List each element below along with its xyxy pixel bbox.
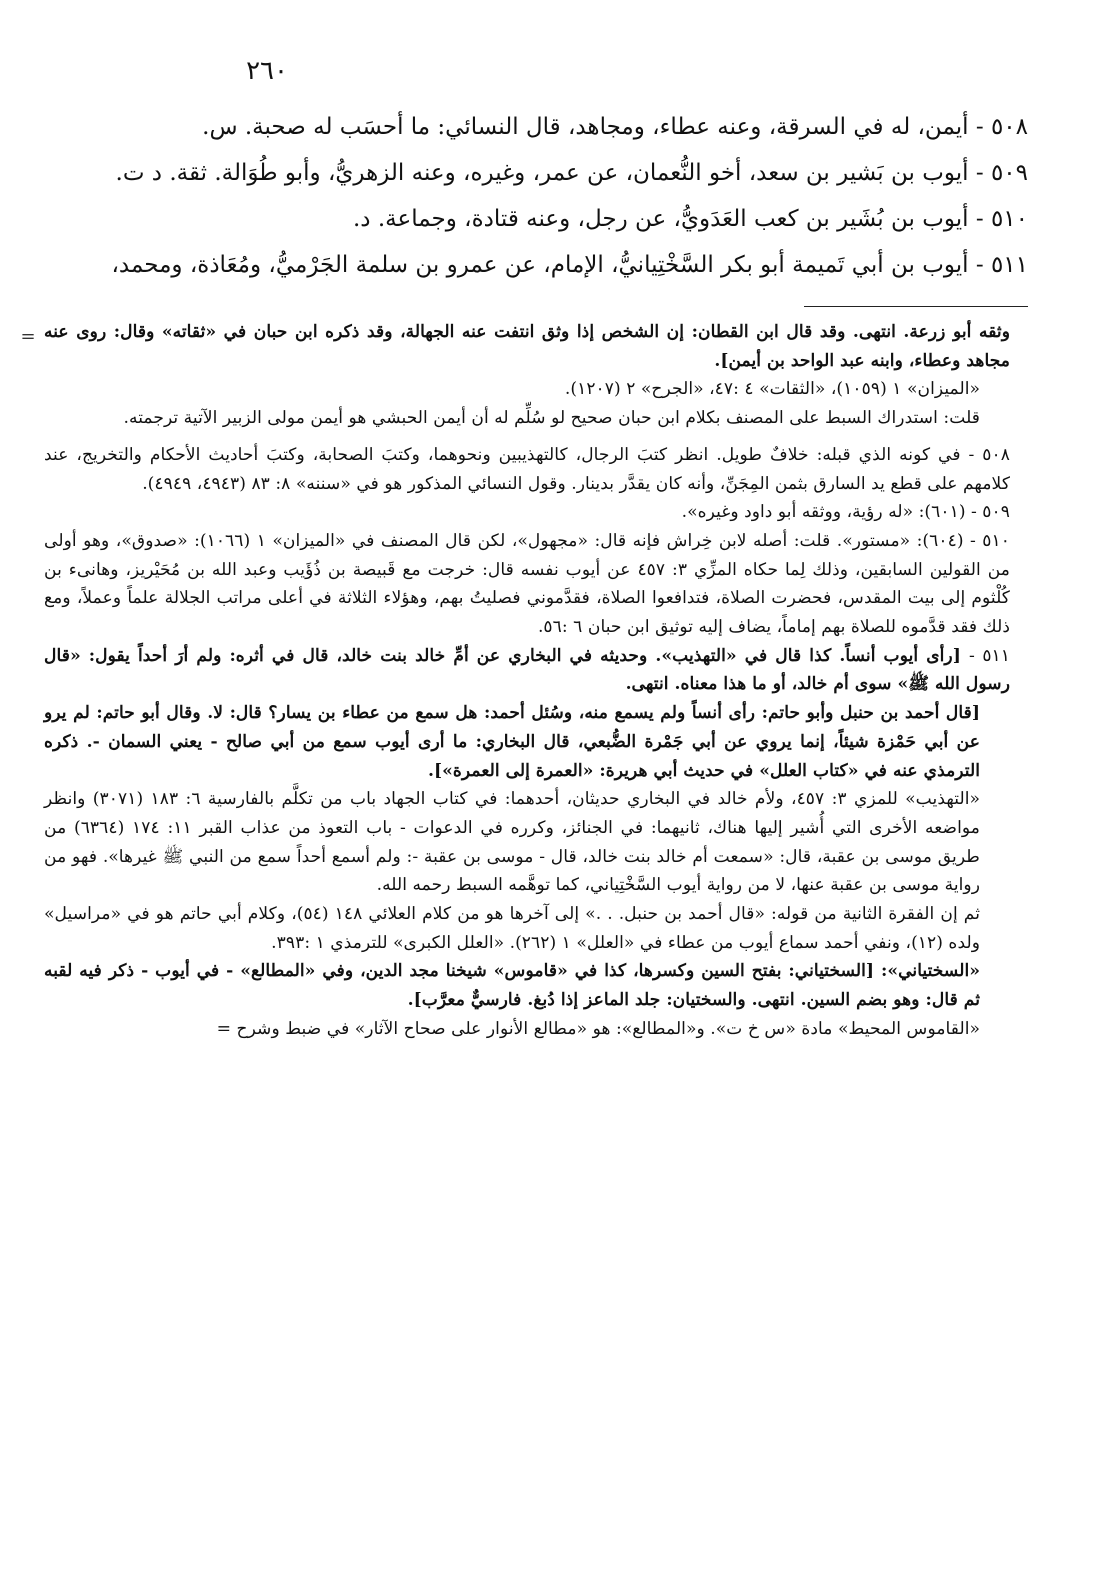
note-508-number: ٥٠٨ - (968, 444, 1010, 465)
footnotes (44, 318, 1010, 1044)
note-511-bold-paragraph-2: «السختياني»: [السختياني: بفتح السين وكسرها، كذا في «قاموس» شيخنا مجد الدين، وفي «المطالع» - في أيوب - ذكر فيه لقبه ثم قال: وهو بضم السين. انتهى. والسختيان: جلد الماعز إذا دُبغ. فارسيٌّ معرَّب]. (44, 961, 980, 1011)
note-508-text: في كونه الذي قبله: خلافٌ طويل. انظر كتبَ الرجال، كالتهذيبين ونحوهما، وكتبَ الصحابة، وكتبَ أحاديث الأحكام والتخريج، عند كلامهم على قطع يد السارق بثمن المِجَنِّ، وأنه كان يقدَّر بدينار. وقول النسائي المذكور هو في «سننه» ٨: ٨٣ (٤٩٤٣، ٤٩٤٩). (44, 444, 1010, 494)
note-508 (44, 441, 1010, 498)
note-507-bold: وثقه أبو زرعة. انتهى. وقد قال ابن القطان: إن الشخص إذا وثق انتفت عنه الجهالة، وقد ذكره ابن حبان في «ثقاته» وقال: روى عنه مجاهد وعطاء، وابنه عبد الواحد بن أيمن]. (44, 322, 1010, 371)
note-509-number: ٥٠٩ - (971, 502, 1010, 523)
entry-508: ٥٠٨ - أيمن، له في السرقة، وعنه عطاء، ومجاهد، قال النسائي: ما أحسَب له صحبة. س. (202, 114, 1028, 140)
note-507-comment: قلت: استدراك السبط على المصنف بكلام ابن حبان صحيح لو سُلِّم له أن أيمن الحبشي هو أيمن مولى الزبير الآتية ترجمته. (123, 408, 980, 429)
note-509-text: (٦٠١): «له رؤية، ووثقه أبو داود وغيره». (681, 502, 966, 523)
note-511 (44, 642, 1010, 699)
page-number: ٢٦٠ (246, 56, 288, 86)
note-511-paragraph-1: «التهذيب» للمزي ٣: ٤٥٧، ولأم خالد في البخاري حديثان، أحدهما: في كتاب الجهاد باب من تكلَّم بالفارسية ٦: ١٨٣ (٣٠٧١) وانظر مواضعه الأخرى التي أُشير إليها هناك، ثانيهما: في الجنائز، وكرره في الدعوات - باب التعوذ من عذاب القبر ١١: ١٧٤ (٦٣٦٤) من طريق موسى بن عقبة، قال: «سمعت أم خالد بنت خالد، قال - موسى بن عقبة -: ولم أسمع أحداً سمع من النبي ﷺ غيرها». فهو من رواية موسى بن عقبة عنها، لا من رواية أيوب السَّخْتِياني، كما توهَّمه السبط رحمه الله. (44, 789, 980, 896)
footnote-separator (804, 306, 1028, 307)
note-511-paragraph-2: ثم إن الفقرة الثانية من قوله: «قال أحمد بن حنبل. . .» إلى آخرها هو من كلام العلائي ١٤٨ (٥٤)، وكلام أبي حاتم هو في «مراسيل» ولده (١٢)، ونفي أحمد سماع أيوب من عطاء في «العلل» ١ (٢٦٢). «العلل الكبرى» للترمذي ١ :٣٩٣. (44, 904, 981, 953)
note-511-number: ٥١١ - (968, 645, 1011, 666)
note-510 (44, 527, 1010, 642)
note-510-number: ٥١٠ - (970, 530, 1010, 551)
note-511-last-text: «القاموس المحيط» مادة «س خ ت». و«المطالع»: هو «مطالع الأنوار على صحاح الآثار» في ضبط وشرح (236, 1018, 980, 1039)
note-509 (44, 498, 1010, 527)
entry-510: ٥١٠ - أيوب بن بُشَير بن كعب العَدَويُّ، عن رجل، وعنه قتادة، وجماعة. د. (352, 206, 1028, 232)
note-511-last-line (44, 1015, 1010, 1044)
entry-511: ٥١١ - أيوب بن أبي تَميمة أبو بكر السَّخْتِيانيُّ، الإمام، عن عمرو بن سلمة الجَرْميُّ، ومُعَاذة، ومحمد، (111, 252, 1028, 278)
note-510-text: (٦٠٤): «مستور». قلت: أصله لابن خِراش فإنه قال: «مجهول»، لكن قال المصنف في «الميزان» ١ (١٠٦٦): «صدوق»، وهو أولى من القولين السابقين، وذلك لِما حكاه المزِّي ٣: ٤٥٧ عن أيوب نفسه قال: خرجت مع قَبيصة بن ذُؤَيب وعبد الله بن مُحَيْريز، وهانىء بن كُلْثوم إلى بيت المقدس، فحضرت الصلاة، فتدافعوا الصلاة، فقدَّموني فصليتُ بهم، وهؤلاء الثلاثة في أعلى مراتب الجلالة علماً وعملاً، ومع ذلك فقد قدَّموه للصلاة بهم إماماً، يضاف إليه توثيق ابن حبان ٦ :٥٦. (44, 530, 1010, 638)
main-entries (60, 104, 1028, 288)
entry-509: ٥٠٩ - أيوب بن بَشير بن سعد، أخو النُّعمان، عن عمر، وغيره، وعنه الزهريُّ، وأبو طُوَالة. ثقة. د ت. (115, 160, 1028, 186)
note-511-bold-paragraph: [قال أحمد بن حنبل وأبو حاتم: رأى أنساً ولم يسمع منه، وسُئل أحمد: هل سمع من عطاء بن يسار؟ قال: لا. وقال أبو حاتم: لم يرو عن أبي حَمْزة شيئاً، إنما يروي عن أبي جَمْرة الضُّبعي، قال البخاري: ما أرى أيوب سمع من أبي صالح - يعني السمان -. ذكره الترمذي عنه في «كتاب العلل» في حديث أبي هريرة: «العمرة إلى العمرة»]. (44, 703, 980, 781)
note-511-bold-text: [رأى أيوب أنساً. كذا قال في «التهذيب». وحديثه في البخاري عن أمِّ خالد بنت خالد، قال في أثره: ولم أرَ أحداً يقول: «قال رسول الله ﷺ» سوى أم خالد، أو ما هذا معناه. انتهى. (44, 645, 1010, 695)
continuation-marker: = (20, 326, 36, 347)
continuation-marker-end: = (216, 1018, 232, 1039)
note-507-refs: «الميزان» ١ (١٠٥٩)، «الثقات» ٤ :٤٧، «الجرح» ٢ (١٢٠٧). (564, 379, 980, 400)
